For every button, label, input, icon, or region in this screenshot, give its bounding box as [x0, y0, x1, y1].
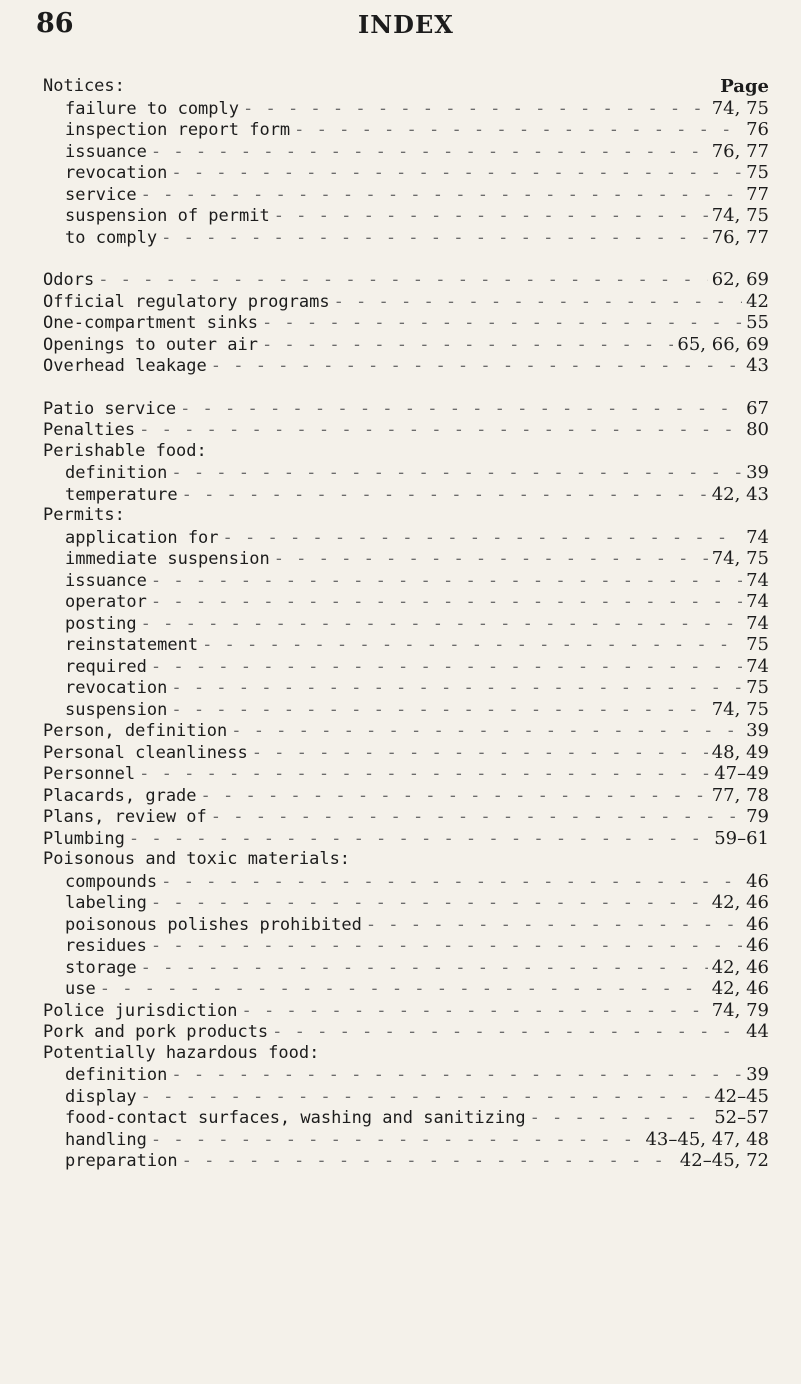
- entry-pages: 75: [746, 677, 769, 698]
- index-entry: [0, 935, 801, 957]
- index-entry: [0, 1021, 801, 1043]
- leader-dashes: [530, 1108, 711, 1130]
- entry-term: to comply: [65, 227, 158, 248]
- leader-dashes: [274, 549, 708, 571]
- entry-pages: 65, 66, 69: [677, 333, 769, 355]
- entry-pages: 77: [746, 183, 769, 205]
- index-entry: [0, 548, 801, 570]
- entry-pages: 39: [746, 720, 769, 741]
- leader-dashes: [141, 614, 742, 636]
- index-entry: [0, 205, 801, 227]
- index-entry: [0, 98, 801, 120]
- entry-term: revocation: [65, 678, 168, 698]
- index-entry: [0, 184, 801, 206]
- index-entry: [0, 1064, 801, 1086]
- entry-pages: 67: [746, 397, 769, 419]
- entry-term: posting: [65, 613, 137, 634]
- entry-pages: 74: [746, 526, 769, 548]
- leader-dashes: [141, 185, 742, 207]
- index-entry: [0, 742, 801, 764]
- entry-pages: 74, 75: [711, 205, 769, 226]
- index-entry: [0, 1107, 801, 1129]
- leader-dashes: [151, 571, 742, 593]
- entry-term: Odors: [43, 270, 95, 290]
- entry-term: display: [65, 1086, 137, 1107]
- index-entry: [0, 957, 801, 979]
- leader-dashes: [272, 1022, 742, 1044]
- leader-dashes: [366, 915, 742, 937]
- index-entry: [0, 613, 801, 635]
- index-entry: [0, 656, 801, 678]
- entry-pages: 43: [746, 355, 769, 376]
- index-entry: [0, 892, 801, 914]
- entry-term: failure to comply: [65, 98, 239, 119]
- leader-dashes: [182, 1151, 676, 1173]
- entry-term: temperature: [65, 484, 178, 505]
- entry-pages: 80: [746, 419, 769, 440]
- entry-pages: 46: [746, 913, 769, 935]
- page-number: 86: [36, 8, 74, 39]
- entry-pages: 74: [746, 591, 769, 612]
- index-entry: [0, 634, 801, 656]
- entry-pages: 59–61: [714, 827, 769, 849]
- index-entry: [0, 677, 801, 699]
- entry-pages: 74: [746, 655, 769, 677]
- entry-pages: 76, 77: [711, 140, 769, 162]
- index-entries: [0, 76, 801, 1172]
- entry-pages: 42, 43: [711, 483, 769, 505]
- entry-term: Openings to outer air: [43, 334, 258, 355]
- index-entry: [0, 871, 801, 893]
- entry-term: preparation: [65, 1151, 178, 1171]
- index-entry: [0, 828, 801, 850]
- leader-dashes: [141, 1087, 711, 1109]
- index-entry: [0, 806, 801, 828]
- entry-pages: 39: [746, 1064, 769, 1085]
- entry-pages: 75: [746, 634, 769, 655]
- leader-dashes: [98, 270, 708, 292]
- index-heading: [0, 76, 801, 98]
- index-entry: [0, 570, 801, 592]
- index-entry: [0, 1000, 801, 1022]
- index-entry: [0, 699, 801, 721]
- entry-term: compounds: [65, 871, 158, 892]
- entry-term: inspection report form: [65, 120, 291, 140]
- index-heading: [0, 441, 801, 463]
- index-entry: [0, 914, 801, 936]
- entry-term: Potentially hazardous food:: [43, 1042, 320, 1063]
- entry-term: operator: [65, 592, 147, 612]
- entry-pages: 42: [746, 290, 769, 312]
- entry-pages: 74, 79: [711, 999, 769, 1021]
- page-column-label: Page: [720, 76, 769, 97]
- leader-dashes: [151, 142, 708, 164]
- entry-term: definition: [65, 1065, 168, 1085]
- entry-term: One-compartment sinks: [43, 313, 258, 333]
- entry-term: Plumbing: [43, 828, 125, 849]
- index-entry: [0, 720, 801, 742]
- entry-term: Penalties: [43, 420, 136, 440]
- entry-term: residues: [65, 936, 147, 956]
- leader-dashes: [171, 1065, 742, 1087]
- entry-pages: 42–45: [714, 1085, 769, 1107]
- leader-dashes: [161, 228, 708, 250]
- entry-pages: 42, 46: [711, 956, 769, 978]
- entry-pages: 77, 78: [711, 784, 769, 806]
- entry-pages: 46: [746, 935, 769, 956]
- leader-dashes: [151, 893, 708, 915]
- index-entry: [0, 291, 801, 313]
- leader-dashes: [262, 313, 742, 335]
- entry-term: labeling: [65, 893, 147, 913]
- index-entry: [0, 462, 801, 484]
- entry-pages: 52–57: [714, 1107, 769, 1128]
- entry-pages: 44: [746, 1021, 769, 1042]
- entry-term: use: [65, 979, 96, 999]
- index-entry: [0, 334, 801, 356]
- leader-dashes: [171, 700, 707, 722]
- leader-dashes: [139, 764, 710, 786]
- entry-term: Pork and pork products: [43, 1022, 269, 1042]
- entry-term: Perishable food:: [43, 440, 207, 461]
- entry-term: suspension: [65, 699, 168, 720]
- leader-dashes: [262, 335, 673, 357]
- index-entry: [0, 162, 801, 184]
- entry-term: Police jurisdiction: [43, 1000, 238, 1021]
- leader-dashes: [334, 292, 743, 314]
- leader-dashes: [182, 485, 708, 507]
- entry-pages: 75: [746, 162, 769, 183]
- leader-dashes: [201, 786, 708, 808]
- entry-pages: 74: [746, 569, 769, 591]
- index-entry: [0, 1150, 801, 1172]
- index-heading: [0, 505, 801, 527]
- entry-pages: 43–45, 47, 48: [645, 1128, 769, 1150]
- index-entry: [0, 312, 801, 334]
- index-entry: [0, 591, 801, 613]
- leader-dashes: [151, 657, 742, 679]
- entry-pages: 48, 49: [711, 741, 769, 763]
- entry-term: Official regulatory programs: [43, 291, 330, 312]
- leader-dashes: [141, 958, 708, 980]
- leader-dashes: [202, 635, 742, 657]
- entry-term: storage: [65, 957, 137, 978]
- index-entry: [0, 141, 801, 163]
- entry-term: reinstatement: [65, 635, 199, 655]
- entry-term: Placards, grade: [43, 785, 197, 806]
- leader-dashes: [139, 420, 742, 442]
- entry-pages: 76, 77: [711, 226, 769, 248]
- index-entry: [0, 269, 801, 291]
- entry-term: immediate suspension: [65, 549, 270, 569]
- entry-term: Permits:: [43, 505, 125, 525]
- index-entry: [0, 419, 801, 441]
- entry-pages: 46: [746, 870, 769, 892]
- index-entry: [0, 1129, 801, 1151]
- entry-term: Poisonous and toxic materials:: [43, 849, 351, 869]
- leader-dashes: [151, 1130, 642, 1152]
- entry-term: Plans, review of: [43, 807, 207, 827]
- leader-dashes: [171, 163, 742, 185]
- entry-term: Patio service: [43, 398, 177, 419]
- entry-pages: 74, 75: [711, 698, 769, 720]
- leader-dashes: [241, 1001, 707, 1023]
- entry-term: Notices:: [43, 76, 125, 96]
- entry-pages: 74, 75: [711, 97, 769, 119]
- leader-dashes: [211, 807, 742, 829]
- entry-term: definition: [65, 463, 168, 483]
- group-separator: [0, 248, 801, 269]
- leader-dashes: [171, 678, 742, 700]
- leader-dashes: [252, 743, 708, 765]
- leader-dashes: [171, 463, 742, 485]
- leader-dashes: [151, 592, 742, 614]
- entry-term: issuance: [65, 570, 147, 591]
- index-heading: [0, 849, 801, 871]
- entry-term: service: [65, 184, 137, 205]
- leader-dashes: [231, 721, 742, 743]
- index-entry: [0, 119, 801, 141]
- leader-dashes: [129, 829, 710, 851]
- entry-term: application for: [65, 527, 219, 548]
- page-title: INDEX: [358, 10, 454, 39]
- entry-term: Overhead leakage: [43, 356, 207, 376]
- leader-dashes: [243, 99, 708, 121]
- entry-term: food-contact surfaces, washing and sanitizing: [65, 1108, 526, 1128]
- index-entry: [0, 355, 801, 377]
- entry-pages: 62, 69: [711, 269, 769, 290]
- entry-pages: 47–49: [714, 763, 769, 784]
- entry-term: required: [65, 656, 147, 677]
- entry-term: Personal cleanliness: [43, 742, 248, 763]
- index-entry: [0, 484, 801, 506]
- entry-term: Person, definition: [43, 721, 228, 741]
- group-separator: [0, 377, 801, 398]
- entry-term: suspension of permit: [65, 206, 270, 226]
- index-heading: [0, 1043, 801, 1065]
- entry-pages: 42–45, 72: [679, 1150, 769, 1171]
- index-entry: [0, 978, 801, 1000]
- leader-dashes: [100, 979, 708, 1001]
- index-entry: [0, 527, 801, 549]
- entry-pages: 39: [746, 462, 769, 483]
- entry-pages: 79: [746, 806, 769, 827]
- entry-pages: 74: [746, 612, 769, 634]
- entry-term: issuance: [65, 141, 147, 162]
- leader-dashes: [274, 206, 708, 228]
- entry-pages: 74, 75: [711, 548, 769, 569]
- index-entry: [0, 785, 801, 807]
- entry-term: revocation: [65, 163, 168, 183]
- index-entry: [0, 1086, 801, 1108]
- entry-term: poisonous polishes prohibited: [65, 914, 362, 935]
- entry-pages: 55: [746, 312, 769, 333]
- leader-dashes: [161, 872, 742, 894]
- entry-term: Personnel: [43, 764, 136, 784]
- entry-term: handling: [65, 1129, 147, 1150]
- leader-dashes: [180, 399, 742, 421]
- entry-pages: 42, 46: [711, 892, 769, 913]
- entry-pages: 42, 46: [711, 978, 769, 999]
- index-entry: [0, 763, 801, 785]
- leader-dashes: [151, 936, 742, 958]
- leader-dashes: [294, 120, 742, 142]
- index-entry: [0, 227, 801, 249]
- leader-dashes: [211, 356, 742, 378]
- leader-dashes: [223, 528, 743, 550]
- index-entry: [0, 398, 801, 420]
- entry-pages: 76: [746, 119, 769, 140]
